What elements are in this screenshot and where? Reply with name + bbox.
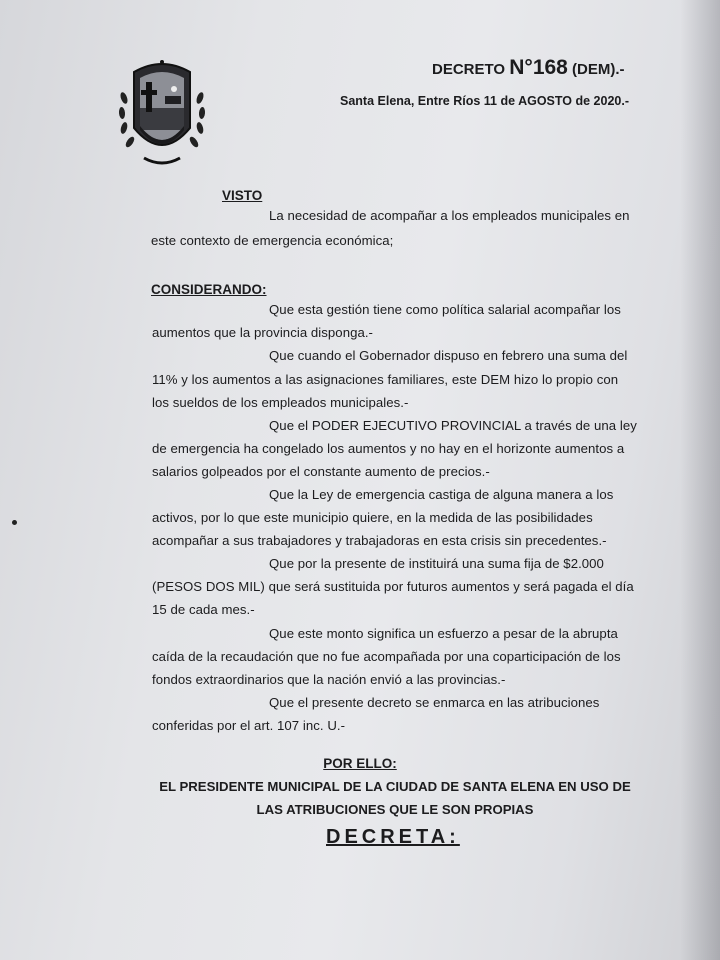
por-ello-heading	[0, 756, 720, 771]
visto-line: La necesidad de acompañar a los empleados municipales en	[269, 208, 630, 223]
considerando-line: aumentos que la provincia disponga.-	[152, 325, 373, 340]
municipal-seal-icon	[110, 58, 215, 173]
visto-heading: VISTO	[222, 188, 263, 203]
decree-label: DECRETO	[432, 61, 506, 78]
resolution-line: LAS ATRIBUCIONES QUE LE SON PROPIAS	[256, 802, 534, 817]
considerando-line: Que este monto significa un esfuerzo a pesar de la abrupta	[269, 626, 618, 641]
considerando-line: acompañar a sus trabajadores y trabajadoras en esta crisis sin precedentes.-	[152, 533, 607, 548]
considerando-line: salarios golpeados por el constante aumento de precios.-	[152, 464, 490, 479]
considerando-line: (PESOS DOS MIL) que será sustituida por futuros aumentos y será pagada el día	[152, 579, 634, 594]
decreta-heading: DECRETA:	[326, 826, 460, 848]
decree-title	[432, 56, 625, 80]
place-date: Santa Elena, Entre Ríos 11 de AGOSTO de 2020.-	[340, 94, 629, 108]
page-shadow	[680, 0, 720, 960]
considerando-line: Que el PODER EJECUTIVO PROVINCIAL a través de una ley	[269, 418, 637, 433]
considerando-line: 15 de cada mes.-	[152, 602, 255, 617]
considerando-line: conferidas por el art. 107 inc. U.-	[152, 718, 346, 733]
line-text: Que esta gestión tiene como política salarial acompañar los	[269, 302, 621, 317]
considerando-line	[269, 302, 638, 317]
considerando-line: de emergencia ha congelado los aumentos y no hay en el horizonte aumentos a	[152, 441, 625, 456]
visto-line: este contexto de emergencia económica;	[151, 233, 394, 248]
considerando-line: caída de la recaudación que no fue acompañada por una coparticipación de los	[152, 649, 621, 664]
por-ello-text: POR ELLO:	[323, 756, 397, 771]
resolution-line: EL PRESIDENTE MUNICIPAL DE LA CIUDAD DE SANTA ELENA EN USO DE	[159, 779, 631, 794]
considerando-line: los sueldos de los empleados municipales.-	[152, 395, 409, 410]
considerando-line: Que cuando el Gobernador dispuso en febrero una suma del	[269, 348, 628, 363]
decree-number: N°168	[509, 56, 568, 79]
considerando-line: 11% y los aumentos a las asignaciones familiares, este DEM hizo lo propio con	[152, 372, 619, 387]
considerando-line: fondos extraordinarios que la nación envió a las provincias.-	[152, 672, 506, 687]
considerando-line: Que el presente decreto se enmarca en las atribuciones	[269, 695, 600, 710]
considerando-line: Que por la presente de instituirá una suma fija de $2.000	[269, 556, 604, 571]
considerando-line: activos, por lo que este municipio quiere, en la medida de las posibilidades	[152, 510, 593, 525]
considerando-line: Que la Ley de emergencia castiga de alguna manera a los	[269, 487, 614, 502]
ink-speck	[12, 520, 17, 525]
considerando-heading: CONSIDERANDO:	[151, 282, 267, 297]
decree-suffix: (DEM).-	[572, 61, 625, 78]
